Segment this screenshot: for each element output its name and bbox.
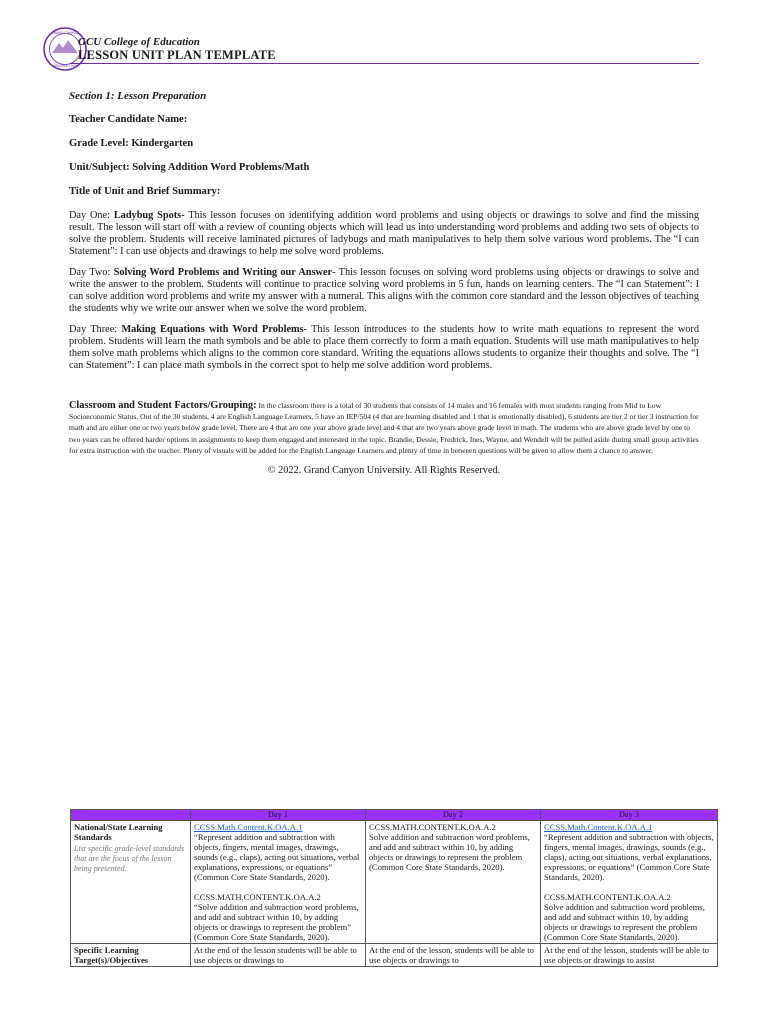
teacher-candidate-name: Teacher Candidate Name: bbox=[69, 114, 188, 125]
day1-standard-text2: “Solve addition and subtraction word problems, and add and subtract within 10, by adding objects or drawings to represent the problem” (Common Core State Standards, 2020). bbox=[194, 902, 359, 942]
table-row bbox=[71, 944, 718, 967]
college-name: GCU College of Education bbox=[78, 36, 200, 48]
day-two-summary: Day Two: Solving Word Problems and Writing our Answer- This lesson focuses on solving word problems using objects or drawings to solve and write the answer to the problem. Students will continue to practice solving word problems in 5 fun, hands on learning centers. The “I can Statement”: I can solve addition word problems and write my answer with a numeral. This aligns with the common core standard and the lesson objectives of teaching the students why we write our answer when we solve the word problem. bbox=[69, 267, 699, 314]
day3-standard-text2: Solve addition and subtraction word problems, and add and subtract within 10, by adding objects or drawings to represent the problem (Common Core State Standards, 2020). bbox=[544, 902, 705, 942]
table-header-day2: Day 2 bbox=[366, 810, 541, 821]
day-one-summary: Day One: Ladybug Spots- This lesson focuses on identifying addition word problems and using objects or drawings to solve and find the missing result. The lesson will start off with a review of counting objects which will lead us into understanding word problems and adding two sets of objects to solve the problem. Students will receive laminated pictures of ladybugs and math manipulatives to help them solve various word problems. The “I can Statement”: I can use objects and drawings to help me solve word problems. bbox=[69, 210, 700, 257]
table-header-row bbox=[71, 810, 718, 821]
day3-standard-text: “Represent addition and subtraction with objects, fingers, mental images, drawings, sounds (e.g., claps), acting out situations, verbal explanations, expressions, or equations” (Common Core State Standards, 2020). bbox=[544, 832, 714, 882]
unit-title-summary-label: Title of Unit and Brief Summary: bbox=[69, 186, 221, 197]
day1-standards-cell bbox=[191, 821, 366, 944]
day3-standards-cell bbox=[541, 821, 718, 944]
day3-standard-link[interactable]: CCSS.Math.Content.K.OA.A.1 bbox=[544, 822, 653, 832]
standards-sublabel: List specific grade-level standards that are the focus of the lesson being presented. bbox=[74, 844, 185, 873]
template-title: LESSON UNIT PLAN TEMPLATE bbox=[78, 48, 276, 62]
svg-text:GRAND CANYON: GRAND CANYON bbox=[51, 31, 79, 35]
table-header-blank bbox=[71, 810, 191, 821]
row-label-standards bbox=[71, 821, 191, 944]
grade-level: Grade Level: Kindergarten bbox=[69, 138, 194, 149]
lesson-preparation-section bbox=[69, 90, 699, 477]
day1-objective-cell: At the end of the lesson students will be able to use objects or drawings to bbox=[191, 944, 366, 967]
lesson-standards-table bbox=[70, 809, 718, 967]
day1-standard-code2: CCSS.MATH.CONTENT.K.OA.A.2 bbox=[194, 892, 321, 902]
day1-standard-link[interactable]: CCSS.Math.Content.K.OA.A.1 bbox=[194, 822, 303, 832]
classroom-student-factors: Classroom and Student Factors/Grouping: In the classroom there is a total of 30 students that consists of 14 males and 16 females with most students ranging from Mid to Low Socioeconomic Status. Out of the 30 students, 4 are English Language Learners, 5 have an IEP/504 (4 that are learning disabled and 1 that is emotionally disabled), 6 students are tier 2 or tier 3 instruction for math and are either one or two years below grade level. There are 4 that are one year above grade level and 4 that are two years above grade level in math. The students who are above grade level by one to two years can be offered harder options in assignments to keep them engaged and interested in the topic. Brandie, Dessie, Fredrick, Ines, Wayne, and Wendell will be pulled aside during small group activities for extra instruction with the teacher. Plenty of visuals will be added for the English Language Learners and plenty of time in between questions will be given to allow them a chance to answer. bbox=[69, 400, 699, 455]
header-divider bbox=[70, 63, 699, 64]
copyright-notice: © 2022. Grand Canyon University. All Rights Reserved. bbox=[267, 465, 501, 477]
standards-label: National/State Learning Standards bbox=[74, 822, 163, 842]
day2-objective-cell: At the end of the lesson, students will be able to use objects or drawings to bbox=[366, 944, 541, 967]
svg-text:ARIZONA 1949: ARIZONA 1949 bbox=[53, 64, 77, 68]
day2-standard-code: CCSS.MATH.CONTENT.K.OA.A.2 bbox=[369, 822, 496, 832]
day1-standard-text: “Represent addition and subtraction with objects, fingers, mental images, drawings, sounds (e.g., claps), acting out situations, verbal explanations, expressions, or equations” (Common Core State Standards, 2020). bbox=[194, 832, 360, 882]
day2-standard-text: Solve addition and subtraction word problems, and add and subtract within 10, by adding objects or drawings to represent the problem (Common Core State Standards, 2020). bbox=[369, 832, 530, 872]
unit-subject: Unit/Subject: Solving Addition Word Problems/Math bbox=[69, 162, 310, 173]
day-three-summary: Day Three: Making Equations with Word Problems- This lesson introduces to the students how to write math equations to represent the word problem. Students will learn the math symbols and be able to place them correctly to form a math equation. Students will use math manipulatives to help them solve math problems which aligns to the common core standard. Writing the equations allows students to organize their thoughts and solve. The “I can Statement”: I can place math symbols in the correct spot to help me solve addition word problems. bbox=[69, 324, 699, 371]
table-row bbox=[71, 821, 718, 944]
day3-standard-code2: CCSS.MATH.CONTENT.K.OA.A.2 bbox=[544, 892, 671, 902]
day2-standards-cell bbox=[366, 821, 541, 944]
objectives-label: Specific Learning Target(s)/Objectives bbox=[74, 945, 149, 965]
table-header-day1: Day 1 bbox=[191, 810, 366, 821]
table-header-day3: Day 3 bbox=[541, 810, 718, 821]
row-label-objectives bbox=[71, 944, 191, 967]
section-title: Section 1: Lesson Preparation bbox=[69, 90, 207, 102]
day3-objective-cell: At the end of the lesson, students will be able to use objects or drawings to assist bbox=[541, 944, 718, 967]
